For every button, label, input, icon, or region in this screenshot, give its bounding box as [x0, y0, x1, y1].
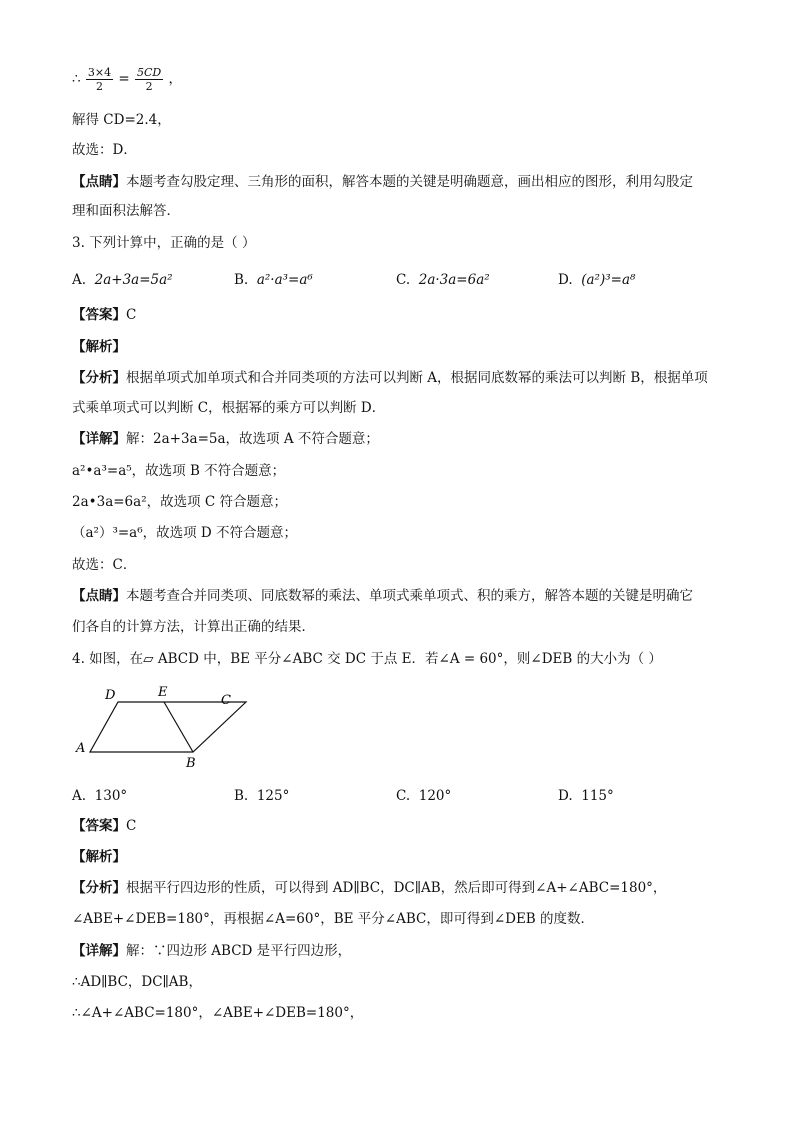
dianjing-3-line-2: 们各自的计算方法，计算出正确的结果． [72, 619, 315, 635]
solve-cd-line: 解得 CD=2.4， [72, 112, 171, 128]
q4-option-d: D. 115° [558, 788, 614, 804]
detail-3-line-4: （a²）³=a⁶，故选项 D 不符合题意； [72, 525, 298, 541]
therefore-symbol: ∴ [72, 71, 81, 87]
label-a: A [76, 741, 86, 756]
answer-3: 【答案】C [72, 307, 137, 323]
detail-3-line-5: 故选：C． [72, 557, 137, 573]
analysis-3-line-1: 【分析】根据单项式加单项式和合并同类项的方法可以判断 A，根据同底数幂的乘法可以判断 B，根据单项 [72, 370, 708, 386]
dianjing-line-2: 理和面积法解答． [72, 203, 180, 219]
label-b: B [186, 756, 196, 771]
jiexi-3: 【解析】 [72, 339, 126, 355]
dianjing-3-line-1: 【点睛】本题考查合并同类项、同底数幂的乘法、单项式乘单项式、积的乘方，解答本题的关键是明确它 [72, 588, 693, 604]
detail-3-line-3: 2a•3a=6a²，故选项 C 符合题意； [72, 494, 288, 510]
label-d: D [105, 688, 116, 703]
label-e: E [158, 685, 168, 700]
analysis-4-line-1: 【分析】根据平行四边形的性质，可以得到 AD∥BC，DC∥AB，然后即可得到∠A+∠ABC=180°， [72, 880, 667, 896]
detail-3-line-2: a²•a³=a⁵，故选项 B 不符合题意； [72, 463, 286, 479]
answer-4: 【答案】C [72, 818, 137, 834]
q3-option-b: B. a²·a³=a⁶ [234, 272, 313, 288]
q4-option-c: C. 120° [396, 788, 452, 804]
parallelogram-figure [72, 680, 262, 775]
dianjing-line-1: 【点睛】本题考查勾股定理、三角形的面积，解答本题的关键是明确题意，画出相应的图形，利用勾股定 [72, 174, 693, 190]
jiexi-4: 【解析】 [72, 849, 126, 865]
segment-be [164, 702, 193, 752]
detail-4-line-2: ∴AD∥BC，DC∥AB， [72, 974, 202, 990]
q4-option-a: A. 130° [72, 788, 128, 804]
fraction-equation-line: ∴ $\frac{3\times 4}{2}$ = $\frac{5CD}{2}$ ， [72, 66, 183, 93]
detail-3-line-1: 【详解】解：2a+3a=5a，故选项 A 不符合题意； [72, 431, 379, 447]
fraction-right: $\frac{5CD}{2}$ [137, 66, 162, 93]
q3-option-c: C. 2a·3a=6a² [396, 272, 490, 288]
label-c: C [221, 693, 231, 708]
q3-option-a: A. 2a+3a=5a² [72, 272, 173, 288]
detail-4-line-1: 【详解】解：∵四边形 ABCD 是平行四边形， [72, 943, 352, 959]
q4-option-b: B. 125° [234, 788, 290, 804]
choose-d-line: 故选：D． [72, 142, 137, 158]
question-4: 4. 如图，在▱ ABCD 中，BE 平分∠ABC 交 DC 于点 E．若∠A = 60°，则∠DEB 的大小为（ ） [72, 651, 662, 667]
analysis-3-line-2: 式乘单项式可以判断 C，根据幂的乘方可以判断 D． [72, 400, 386, 416]
q3-option-d: D. (a²)³=a⁸ [558, 272, 636, 288]
detail-4-line-3: ∴∠A+∠ABC=180°，∠ABE+∠DEB=180°， [72, 1005, 364, 1021]
analysis-4-line-2: ∠ABE+∠DEB=180°，再根据∠A=60°，BE 平分∠ABC，即可得到∠DEB 的度数． [72, 911, 595, 927]
question-3: 3. 下列计算中，正确的是（ ） [72, 235, 256, 251]
fraction-left: $\frac{3\times 4}{2}$ [87, 66, 112, 93]
